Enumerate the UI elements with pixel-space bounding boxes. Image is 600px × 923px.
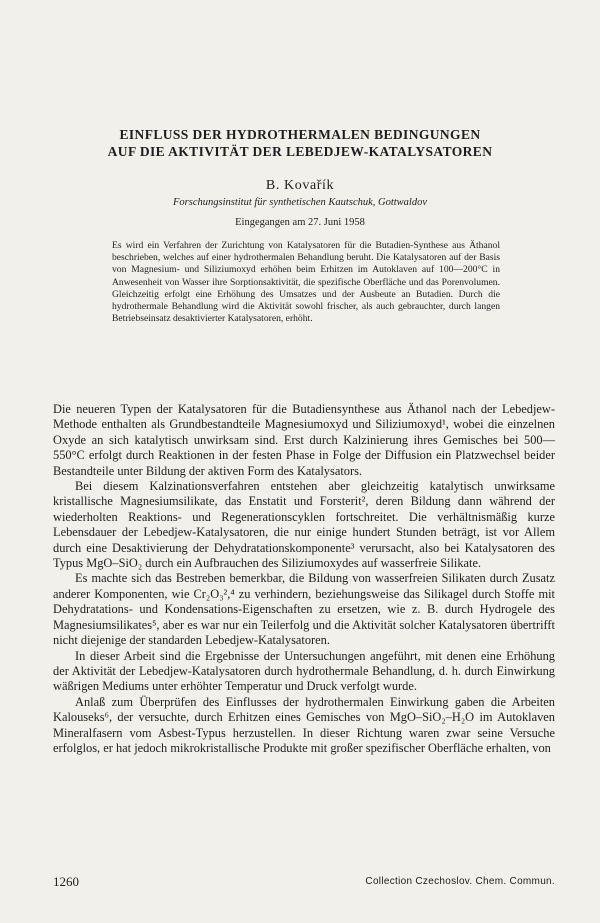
abstract: Es wird ein Verfahren der Zurichtung von Katalysatoren für die Butadien-Synthese aus Äthanol beschrieben, welches auf einer hydrothermalen Behandlung beruht. Die Katalysatoren auf der Basis von Magnesium- und Siliziumoxyd erhöhen beim Erhitzen im Autoklaven auf 100—200°C in Anwesenheit von Wasser ihre Sorptionsaktivität, die spezifische Oberfläche und das Porenvolumen. Gleichzeitig erfolgt eine Erhöhung des Umsatzes und der Ausbeute an Butadien. Durch die hydrothermale Behandlung wird die Aktivität sowohl frischer, als auch gebrauchter, durch langen Betriebseinsatz desaktivierter Katalysatoren, erhöht. (112, 240, 500, 325)
title-line-2: AUF DIE AKTIVITÄT DER LEBEDJEW-KATALYSATOREN (107, 144, 493, 159)
paragraph-4: In dieser Arbeit sind die Ergebnisse der Untersuchungen angeführt, mit denen eine Erhöhung der Aktivität der Lebedjew-Katalysatoren durch hydrothermale Behandlung, d. h. durch Einwirkung wäßrigen Mediums unter erhöhter Temperatur und Druck verfolgt wurde. (53, 648, 555, 694)
page-footer (53, 874, 555, 890)
paragraph-1: Die neueren Typen der Katalysatoren für die Butadiensynthese aus Äthanol nach der Lebedjew-Methode enthalten als Grundbestandteile Magnesiumoxyd und Siliziumoxyd¹, wobei die einzelnen Oxyde an sich katalytisch unwirksam sind. Erst durch Kalzinierung ihres Gemisches bei 500—550°C erfolgt durch Reaktionen in der festen Phase in Folge der Diffusion ein Platzwechsel beider Bestandteile unter Bildung der aktiven Form des Katalysators. (53, 402, 555, 478)
article-title (60, 126, 540, 160)
journal-name: Collection Czechoslov. Chem. Commun. (365, 876, 555, 887)
title-line-1: EINFLUSS DER HYDROTHERMALEN BEDINGUNGEN (119, 127, 481, 142)
paragraph-2: Bei diesem Kalzinationsverfahren entstehen aber gleichzeitig katalytisch unwirksame kristallische Magnesiumsilikate, das Enstatit und Forsterit², deren Bildung dann während der wiederholten Reaktions- und Regenerationscyklen fortschreitet. Die verhältnismäßig kurze Lebensdauer der Lebedjew-Katalysatoren, die nur einige hundert Stunden beträgt, ist vor Allem durch eine Desaktivierung der Dehydratationskomponente³ verursacht, also bei Katalysatoren des Typus MgO–SiO₂ durch ein Aufbrauchen des Siliziumoxydes auf wasserfreie Silikate. (53, 479, 555, 571)
paragraph-3: Es machte sich das Bestreben bemerkbar, die Bildung von wasserfreien Silikaten durch Zusatz anderer Komponenten, wie Cr₂O₃²,⁴ zu verhindern, beziehungsweise das Silikagel durch Stoffe mit Dehydratations- und Kondensations-Eigenschaften zu ersetzen, wie z. B. durch Hydrogele des Magnesiumsilikates⁵, aber es war nur ein Teilerfolg und die Aktivität solcher Katalysatoren übertrifft nicht diejenige der standarden Lebedjew-Katalysatoren. (53, 571, 555, 648)
author-name: B. Kovařík (265, 178, 335, 193)
body-text (53, 402, 555, 756)
received-date: Eingegangen am 27. Juni 1958 (235, 217, 365, 228)
author-affiliation: Forschungsinstitut für synthetischen Kautschuk, Gottwaldov (172, 197, 428, 208)
page-number: 1260 (53, 874, 79, 889)
paragraph-5: Anlaß zum Überprüfen des Einflusses der hydrothermalen Einwirkung gaben die Arbeiten Kalouseks⁶, der versuchte, durch Erhitzen eines Gemisches von MgO–SiO₂–H₂O im Autoklaven Mineralfasern vom Asbest-Typus herzustellen. In dieser Richtung waren zwar seine Versuche erfolglos, er hat jedoch mikrokristallische Produkte mit großer spezifischer Oberfläche erhalten, von (53, 694, 555, 755)
